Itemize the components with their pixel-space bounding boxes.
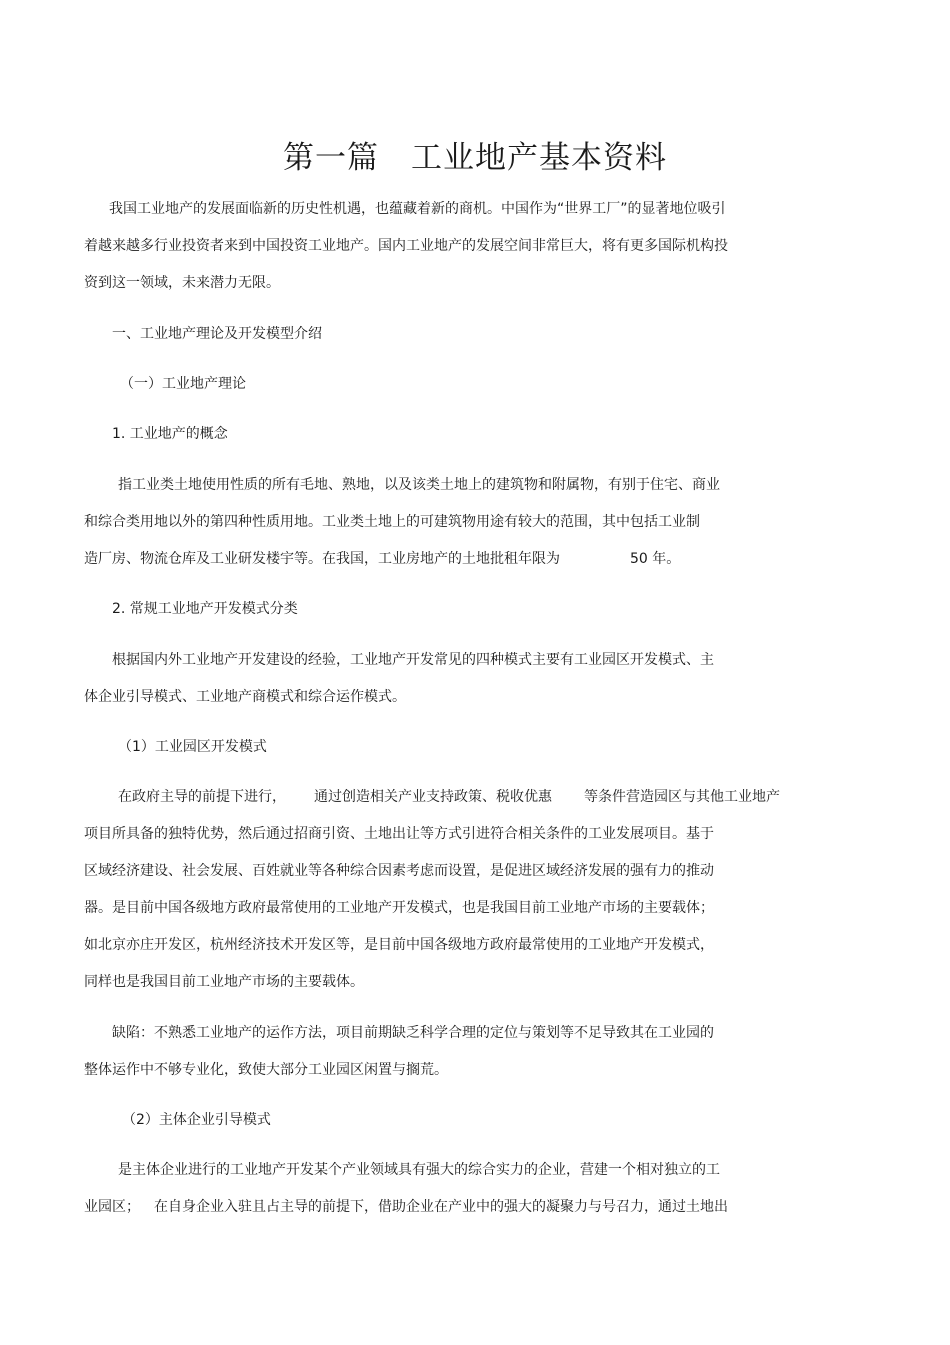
defect-line-2: 整体运作中不够专业化，致使大部分工业园区闲置与搁荒。 (84, 1062, 448, 1078)
item-heading-modes: 2. 常规工业地产开发模式分类 (112, 601, 298, 617)
mode1-heading: （1）工业园区开发模式 (118, 739, 267, 755)
mode1-line-1-part-b: 通过创造相关产业支持政策、税收优惠 (314, 789, 552, 805)
mode1-line-3: 区域经济建设、社会发展、百姓就业等各种综合因素考虑而设置，是促进区域经济发展的强有力的推动 (84, 863, 714, 879)
intro-line-1: 我国工业地产的发展面临新的历史性机遇，也蕴藏着新的商机。中国作为“世界工厂”的显著地位吸引 (109, 201, 726, 217)
intro-line-3: 资到这一领域，未来潜力无限。 (84, 275, 280, 291)
mode2-heading: （2）主体企业引导模式 (122, 1112, 271, 1128)
mode2-line-1: 是主体企业进行的工业地产开发某个产业领域具有强大的综合实力的企业，营建一个相对独立的工 (118, 1162, 720, 1178)
item-heading-concept: 1. 工业地产的概念 (112, 426, 228, 442)
subsection-heading: （一）工业地产理论 (120, 376, 246, 392)
modes-intro-line-2: 体企业引导模式、工业地产商模式和综合运作模式。 (84, 689, 406, 705)
concept-line-1: 指工业类土地使用性质的所有毛地、熟地，以及该类土地上的建筑物和附属物，有别于住宅、商业 (118, 477, 720, 493)
concept-line-3 (84, 549, 680, 569)
mode1-line-2: 项目所具备的独特优势，然后通过招商引资、土地出让等方式引进符合相关条件的工业发展项目。基于 (84, 826, 714, 842)
lease-term-value: 50 年。 (630, 551, 681, 567)
mode2-line-2 (84, 1197, 728, 1217)
modes-intro-line-1: 根据国内外工业地产开发建设的经验，工业地产开发常见的四种模式主要有工业园区开发模式、主 (112, 652, 714, 668)
concept-line-2: 和综合类用地以外的第四种性质用地。工业类土地上的可建筑物用途有较大的范围，其中包括工业制 (84, 514, 700, 530)
mode1-line-1 (118, 787, 780, 807)
mode1-line-1-part-a: 在政府主导的前提下进行， (118, 789, 286, 805)
mode2-line-2-part-b: 在自身企业入驻且占主导的前提下，借助企业在产业中的强大的凝聚力与号召力，通过土地出 (154, 1199, 728, 1215)
mode1-line-1-part-c: 等条件营造园区与其他工业地产 (584, 789, 780, 805)
mode1-line-6: 同样也是我国目前工业地产市场的主要载体。 (84, 974, 364, 990)
intro-line-2: 着越来越多行业投资者来到中国投资工业地产。国内工业地产的发展空间非常巨大，将有更多国际机构投 (84, 238, 728, 254)
mode1-line-5: 如北京亦庄开发区，杭州经济技术开发区等，是目前中国各级地方政府最常使用的工业地产开发模式， (84, 937, 714, 953)
mode2-line-2-part-a: 业园区； (84, 1199, 140, 1215)
page-title: 第一篇 工业地产基本资料 (283, 140, 667, 176)
defect-line-1: 缺陷：不熟悉工业地产的运作方法，项目前期缺乏科学合理的定位与策划等不足导致其在工业园的 (112, 1025, 714, 1041)
mode1-line-4: 器。是目前中国各级地方政府最常使用的工业地产开发模式，也是我国目前工业地产市场的主要载体； (84, 900, 714, 916)
concept-line-3-text: 造厂房、物流仓库及工业研发楼宇等。在我国，工业房地产的土地批租年限为 (84, 551, 560, 567)
section-heading: 一、工业地产理论及开发模型介绍 (112, 326, 322, 342)
